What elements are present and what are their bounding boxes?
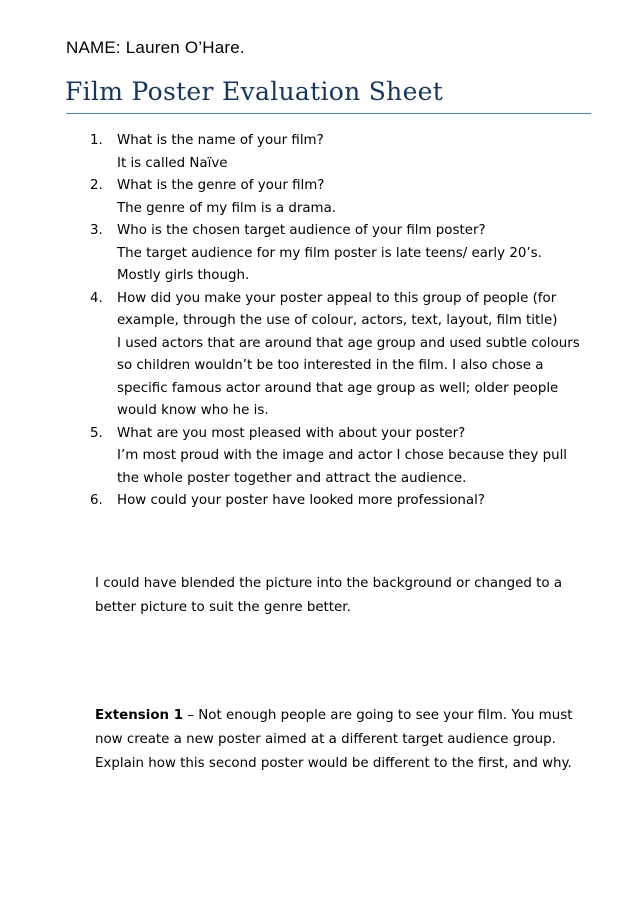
question-item [90,423,580,491]
answer-text: It is called Naïve [117,155,228,171]
question-number: 4. [90,290,103,306]
question-text: How did you make your poster appeal to this group of people (for example, through the use of colour, actors, text, layout, film title) [117,290,558,328]
question-item [90,220,580,288]
answer-paragraph: I could have blended the picture into the background or changed to a better picture to suit the genre better. [95,576,563,615]
answer-text: I’m most proud with the image and actor I chose because they pull the whole poster together and attract the audience. [117,448,568,486]
extension-paragraph [95,704,585,776]
question-number: 6. [90,493,103,508]
question-list [90,130,580,513]
question-item [90,175,580,220]
student-name: NAME: Lauren O’Hare. [66,38,245,57]
question-text: What is the name of your film? [117,133,324,148]
question-text: Who is the chosen target audience of your film poster? [117,223,486,238]
question-number: 3. [90,223,103,238]
question-text: How could your poster have looked more professional? [117,493,485,508]
question-item [90,288,580,423]
question-number: 1. [90,133,103,148]
question-number: 5. [90,425,103,441]
page-title: Film Poster Evaluation Sheet [65,77,444,106]
question-text: What are you most pleased with about your poster? [117,425,466,441]
extension-text: – Not enough people are going to see your film. You must now create a new poster aimed at a different target audience group. Explain how this second poster would be different to the first, and why. [95,708,573,771]
question-item [90,490,580,513]
question-item [90,130,580,175]
answer-text: The target audience for my film poster is late teens/ early 20’s. Mostly girls though. [117,245,542,283]
answer-text: The genre of my film is a drama. [117,200,337,216]
answer-text: I used actors that are around that age group and used subtle colours so children wouldn’t be too interested in the film. I also chose a specific famous actor around that age group as well; older people would know who he is. [117,335,580,418]
title-underline [66,113,591,114]
question-text: What is the genre of your film? [117,178,325,193]
extension-label: Extension 1 [95,708,184,723]
question-number: 2. [90,178,103,193]
